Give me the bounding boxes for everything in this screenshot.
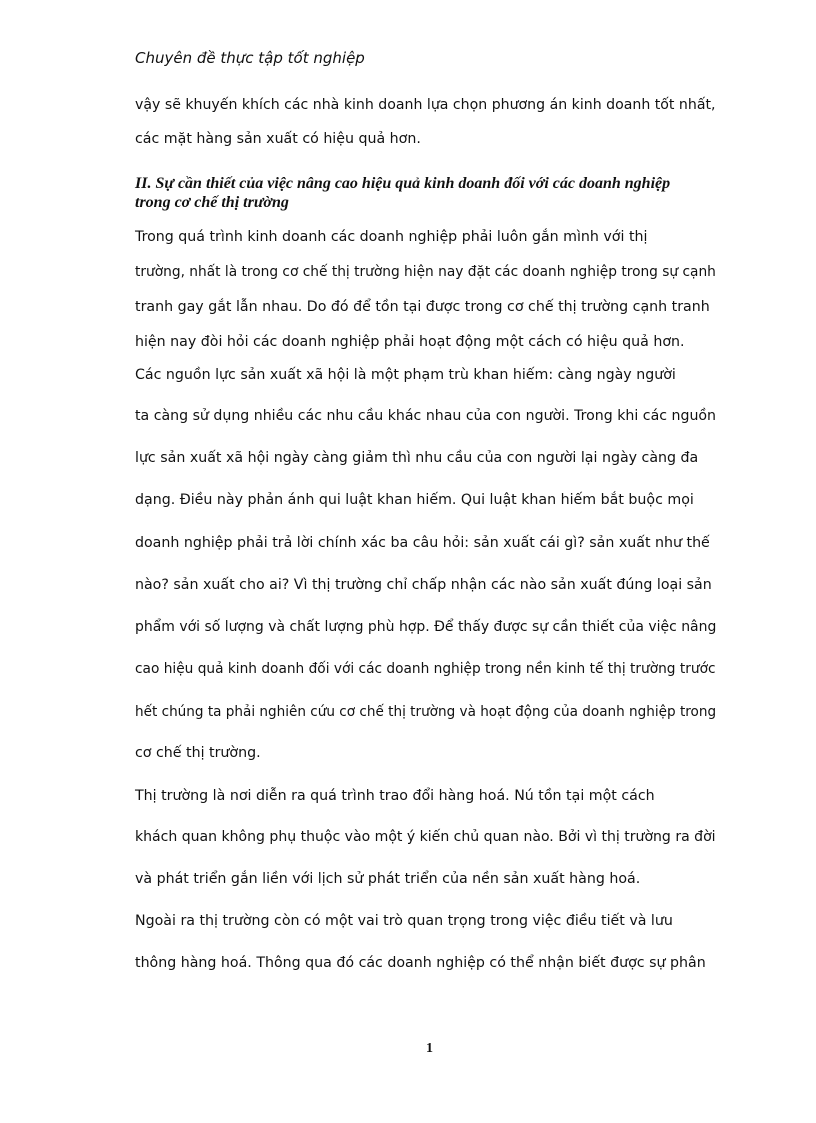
text-line: trường, nhất là trong cơ chế thị trường hiện nay đặt các doanh nghiệp trong sự cạnh <box>135 264 716 280</box>
text-line: thông hàng hoá. Thông qua đó các doanh nghiệp có thể nhận biết được sự phân <box>135 955 706 971</box>
text-line: các mặt hàng sản xuất có hiệu quả hơn. <box>135 131 421 147</box>
text-line: lực sản xuất xã hội ngày càng giảm thì nhu cầu của con người lại ngày càng đa <box>135 450 699 466</box>
text-line: hiện nay đòi hỏi các doanh nghiệp phải hoạt động một cách có hiệu quả hơn. <box>135 334 685 350</box>
text-line: cao hiệu quả kinh doanh đối với các doanh nghiệp trong nền kinh tế thị trường trước <box>135 661 716 677</box>
text-line: Trong quá trình kinh doanh các doanh nghiệp phải luôn gắn mình với thị <box>135 229 648 245</box>
text-line: Ngoài ra thị trường còn có một vai trò quan trọng trong việc điều tiết và lưu <box>135 913 673 929</box>
text-line: doanh nghiệp phải trả lời chính xác ba câu hỏi: sản xuất cái gì? sản xuất như thế <box>135 535 710 551</box>
text-line: cơ chế thị trường. <box>135 745 261 761</box>
text-line: tranh gay gắt lẫn nhau. Do đó để tồn tại được trong cơ chế thị trường cạnh tranh <box>135 299 710 315</box>
text-line: vậy sẽ khuyến khích các nhà kinh doanh lựa chọn phương án kinh doanh tốt nhất, <box>135 97 716 113</box>
text-line: ta càng sử dụng nhiều các nhu cầu khác nhau của con người. Trong khi các nguồn <box>135 408 717 424</box>
text-line: dạng. Điều này phản ánh qui luật khan hiếm. Qui luật khan hiếm bắt buộc mọi <box>135 492 694 508</box>
section-heading-line: trong cơ chế thị trường <box>135 194 289 211</box>
text-line: hết chúng ta phải nghiên cứu cơ chế thị trường và hoạt động của doanh nghiệp trong <box>135 704 717 720</box>
text-line: nào? sản xuất cho ai? Vì thị trường chỉ chấp nhận các nào sản xuất đúng loại sản <box>135 577 712 593</box>
text-line: phẩm với số lượng và chất lượng phù hợp. Để thấy được sự cần thiết của việc nâng <box>135 619 717 635</box>
page-number: 1 <box>426 1041 433 1056</box>
text-line: Thị trường là nơi diễn ra quá trình trao đổi hàng hoá. Nú tồn tại một cách <box>135 788 655 804</box>
page-header: Chuyên đề thực tập tốt nghiệp <box>135 49 365 67</box>
text-line: khách quan không phụ thuộc vào một ý kiến chủ quan nào. Bởi vì thị trường ra đời <box>135 829 716 845</box>
text-line: và phát triển gắn liền với lịch sử phát triển của nền sản xuất hàng hoá. <box>135 871 641 887</box>
section-heading-line: II. Sự cần thiết của việc nâng cao hiệu quả kinh doanh đối với các doanh nghiệp <box>135 175 671 192</box>
text-line: Các nguồn lực sản xuất xã hội là một phạm trù khan hiếm: càng ngày người <box>135 367 676 383</box>
